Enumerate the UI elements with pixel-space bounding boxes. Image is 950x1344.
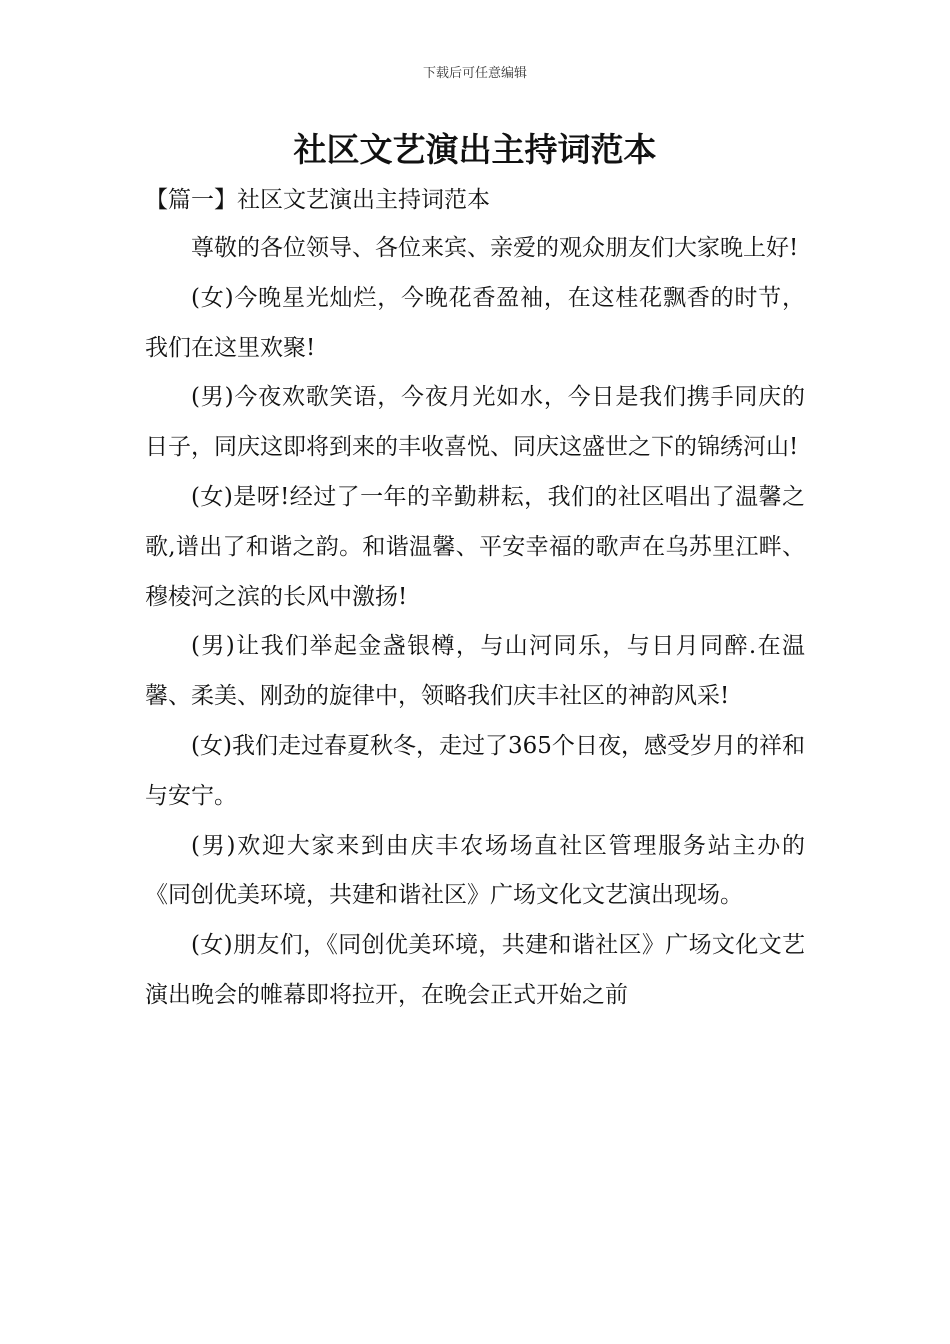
paragraph: (男)让我们举起金盏银樽，与山河同乐，与日月同醉.在温馨、柔美、刚劲的旋律中，领略我们庆丰社区的神韵风采!	[145, 633, 805, 710]
paragraph: (女)是呀!经过了一年的辛勤耕耘，我们的社区唱出了温馨之歌,谱出了和谐之韵。和谐温馨、平安幸福的歌声在乌苏里江畔、穆棱河之滨的长风中激扬!	[145, 483, 805, 610]
paragraph: (女)朋友们，《同创优美环境，共建和谐社区》广场文化文艺演出晚会的帷幕即将拉开，在晚会正式开始之前	[145, 932, 805, 1008]
paragraph: 尊敬的各位领导、各位来宾、亲爱的观众朋友们大家晚上好!	[191, 235, 799, 261]
header-note: 下载后可任意编辑	[422, 66, 527, 81]
paragraph: (女)今晚星光灿烂，今晚花香盈袖，在这桂花飘香的时节，我们在这里欢聚!	[145, 284, 805, 361]
page-title: 社区文艺演出主持词范本	[293, 130, 657, 169]
body-text	[145, 224, 805, 1021]
paragraph: (男)今夜欢歌笑语，今夜月光如水，今日是我们携手同庆的日子，同庆这即将到来的丰收喜悦、同庆这盛世之下的锦绣河山!	[145, 384, 805, 461]
paragraph: (男)欢迎大家来到由庆丰农场场直社区管理服务站主办的《同创优美环境，共建和谐社区》广场文化文艺演出现场。	[145, 832, 805, 909]
paragraph: (女)我们走过春夏秋冬，走过了365个日夜，感受岁月的祥和与安宁。	[145, 732, 805, 809]
section-heading: 【篇一】社区文艺演出主持词范本	[145, 187, 490, 213]
